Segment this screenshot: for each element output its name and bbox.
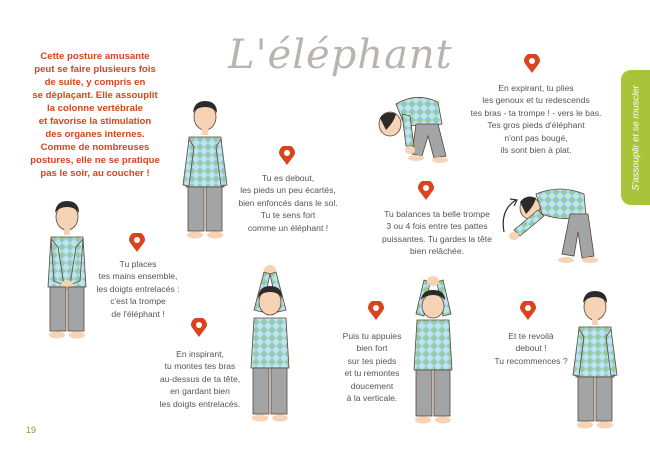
step-line: En expirant, tu plies: [498, 83, 574, 93]
step-line: doucement: [350, 380, 394, 391]
section-tab-label: S'assouplir et se muscler: [630, 84, 641, 191]
intro-line: peut se faire plusieurs fois: [34, 64, 156, 75]
step-line: les doigts entrelacés :: [96, 283, 180, 294]
step-line: sur tes pieds: [347, 355, 397, 366]
step-line: au-dessus de ta tête,: [159, 373, 241, 384]
step-line: les doigts entrelacés.: [159, 398, 241, 409]
step-7-text: [486, 330, 576, 367]
child-figure-standing-again: [570, 285, 620, 435]
step-line: Tu balances ta belle trompe: [384, 209, 490, 219]
step-marker-2: [129, 233, 145, 253]
step-marker-5: [418, 181, 434, 201]
intro-line: des organes internes.: [45, 129, 145, 140]
step-1-text: [228, 172, 348, 234]
step-marker-3: [191, 318, 207, 338]
step-line: les pieds un peu écartés,: [240, 185, 336, 196]
step-4-text: [456, 82, 616, 156]
step-line: tes mains ensemble,: [98, 271, 178, 282]
intro-line: se déplaçant. Elle assouplit: [32, 90, 158, 101]
step-line: n'ont pas bougé,: [504, 132, 568, 143]
child-figure-standing: [180, 95, 230, 245]
step-marker-6: [368, 301, 384, 321]
intro-line: postures, elle ne se pratique: [30, 155, 160, 166]
step-line: Tu te sens fort: [260, 210, 316, 221]
step-line: bien enfoncés dans le sol.: [238, 197, 338, 208]
step-line: debout !: [515, 343, 547, 354]
step-3-text: [150, 348, 250, 410]
step-line: ils sont bien à plat.: [500, 145, 572, 156]
step-line: tu montes tes bras: [164, 361, 236, 372]
intro-line: et favorise la stimulation: [38, 116, 152, 127]
intro-line: Comme de nombreuses: [40, 142, 150, 153]
step-line: comme un éléphant !: [247, 222, 329, 233]
step-line: puissantes. Tu gardes la tête: [382, 233, 492, 244]
step-line: En inspirant,: [176, 349, 224, 359]
step-line: en gardant bien: [170, 386, 230, 397]
step-line: Tes gros pieds d'éléphant: [487, 120, 585, 131]
step-2-text: [88, 258, 188, 320]
step-line: Tu places: [119, 259, 157, 269]
step-line: bien relâchée.: [410, 246, 464, 257]
page-number: 19: [26, 425, 37, 435]
step-line: c'est la trompe: [110, 296, 166, 307]
child-figure-rising: [406, 270, 461, 442]
step-marker-4: [524, 54, 540, 74]
step-line: tes bras - ta trompe ! - vers le bas.: [470, 107, 602, 118]
step-line: Et te revoilà: [508, 331, 554, 341]
step-line: et tu remontes: [344, 368, 400, 379]
step-marker-1: [279, 146, 295, 166]
child-figure-arms-raised: [244, 262, 296, 442]
step-line: 3 ou 4 fois entre tes pattes: [386, 221, 488, 232]
intro-line: pas le soir, au coucher !: [40, 168, 150, 179]
step-line: bien fort: [356, 343, 388, 354]
intro-line: la colonne vertébrale: [47, 103, 143, 114]
step-marker-7: [520, 301, 536, 321]
step-line: Puis tu appuies: [342, 331, 402, 341]
step-6-text: [332, 330, 412, 404]
child-figure-hands-together: [42, 195, 92, 345]
page-title: L'éléphant: [228, 32, 453, 78]
child-figure-bending: [376, 84, 461, 164]
intro-line: Cette posture amusante: [40, 51, 150, 62]
step-line: de l'éléphant !: [111, 308, 165, 319]
intro-paragraph: [10, 50, 180, 180]
step-5-text: [372, 208, 502, 258]
step-line: Tu recommences ?: [494, 355, 568, 366]
section-tab: [621, 70, 650, 205]
step-line: les genoux et tu redescends: [482, 95, 590, 106]
step-line: Tu es debout,: [261, 173, 315, 183]
intro-line: de suite, y compris en: [44, 77, 146, 88]
step-line: à la verticale.: [346, 393, 398, 404]
